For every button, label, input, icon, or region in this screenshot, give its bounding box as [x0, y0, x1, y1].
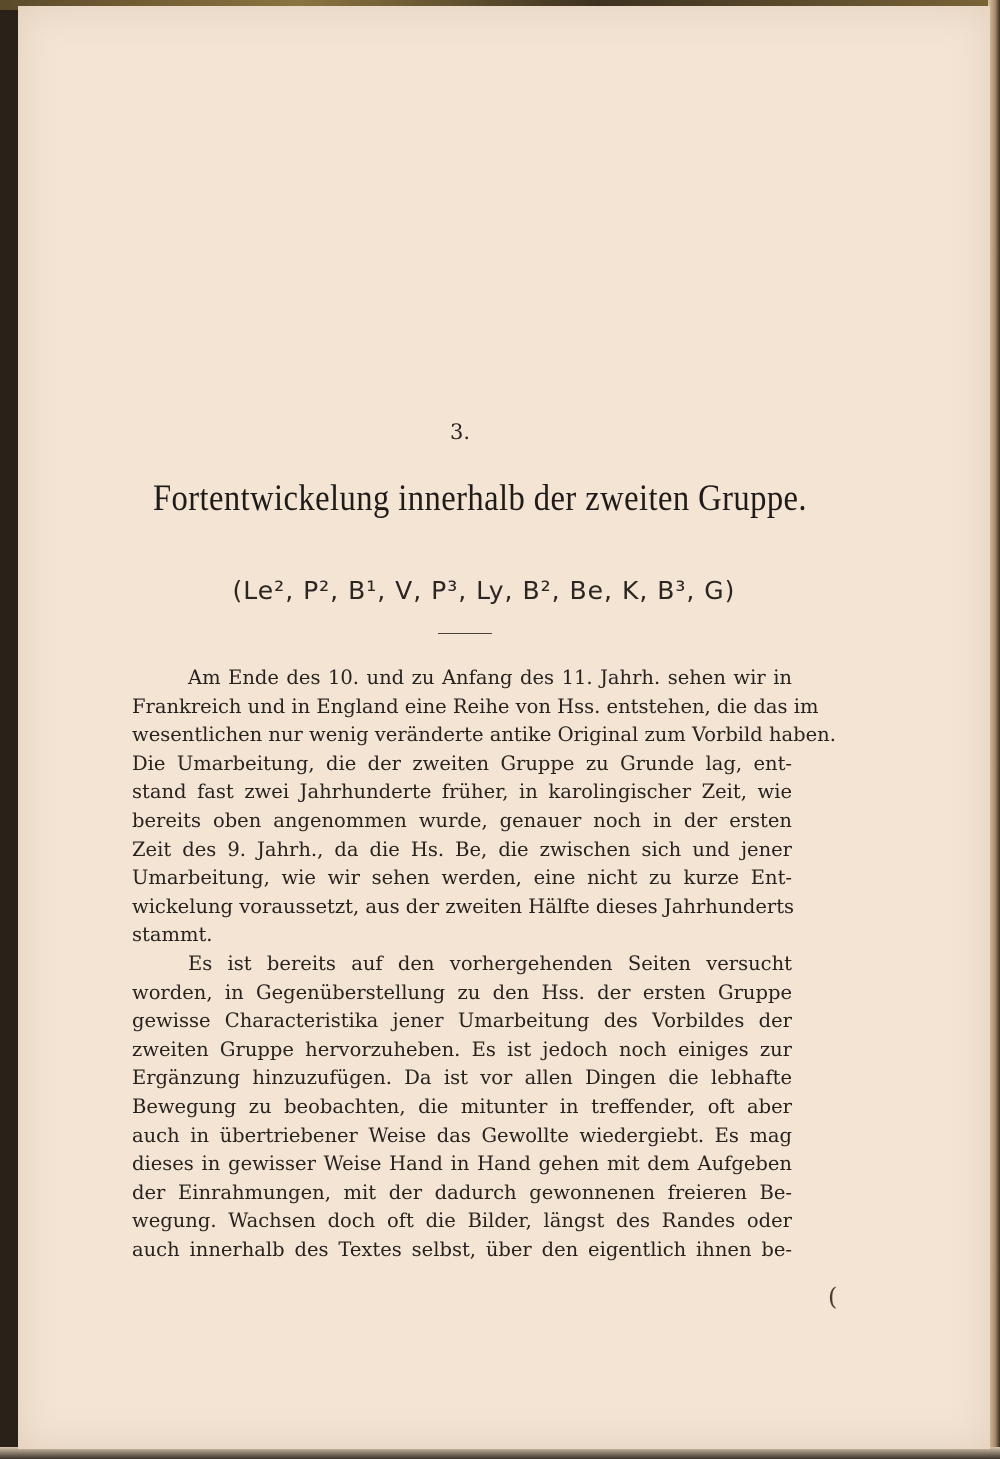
manuscript-sigla: (Le², P², B¹, V, P³, Ly, B², Be, K, B³, G)	[232, 576, 736, 605]
text-line: Umarbeitung, wie wir sehen werden, eine nicht zu kurze Ent-	[132, 866, 792, 890]
text-line: wesentlichen nur wenig veränderte antike Original zum Vorbild haben.	[132, 723, 836, 747]
text-line: gewisse Characteristika jener Umarbeitung des Vorbildes der	[132, 1009, 792, 1033]
text-line: bereits oben angenommen wurde, genauer noch in der ersten	[132, 808, 792, 832]
text-line: Ergänzung hinzuzufügen. Da ist vor allen Dingen die lebhafte	[132, 1066, 792, 1090]
paragraph-2	[132, 950, 792, 1265]
text-line: Zeit des 9. Jahrh., da die Hs. Be, die zwischen sich und jener	[132, 837, 792, 861]
text-line: worden, in Gegenüberstellung zu den Hss. der ersten Gruppe	[132, 980, 792, 1004]
text-line: Am Ende des 10. und zu Anfang des 11. Jahrh. sehen wir in	[188, 666, 792, 689]
section-number: 3.	[449, 420, 471, 444]
text-line: wickelung voraussetzt, aus der zweiten Hälfte dieses Jahrhunderts	[132, 894, 795, 918]
text-line: Bewegung zu beobachten, die mitunter in treffender, oft aber	[132, 1094, 792, 1118]
text-line: auch innerhalb des Textes selbst, über den eigentlich ihnen be-	[132, 1237, 792, 1261]
text-line: Frankreich und in England eine Reihe von Hss. entstehen, die das im	[132, 694, 819, 718]
paragraph-1	[132, 664, 836, 950]
text-line: Es ist bereits auf den vorhergehenden Seiten versucht	[188, 951, 792, 975]
title-divider	[438, 633, 492, 634]
text-line: dieses in gewisser Weise Hand in Hand gehen mit dem Aufgeben	[132, 1152, 792, 1176]
section-title: Fortentwickelung innerhalb der zweiten Gruppe.	[152, 478, 808, 519]
body-text	[132, 664, 836, 1264]
text-line: stand fast zwei Jahrhunderte früher, in karolingischer Zeit, wie	[132, 780, 792, 804]
text-line: wegung. Wachsen doch oft die Bilder, längst des Randes oder	[132, 1209, 792, 1233]
text-line: auch in übertriebener Weise das Gewollte wiedergiebt. Es mag	[132, 1123, 792, 1147]
text-line: Die Umarbeitung, die der zweiten Gruppe zu Grunde lag, ent-	[132, 751, 792, 775]
text-line: der Einrahmungen, mit der dadurch gewonnenen freieren Be-	[132, 1180, 792, 1204]
margin-mark: (	[828, 1283, 838, 1311]
text-line: stammt.	[132, 923, 213, 947]
text-line: zweiten Gruppe hervorzuheben. Es ist jedoch noch einiges zur	[132, 1037, 792, 1061]
